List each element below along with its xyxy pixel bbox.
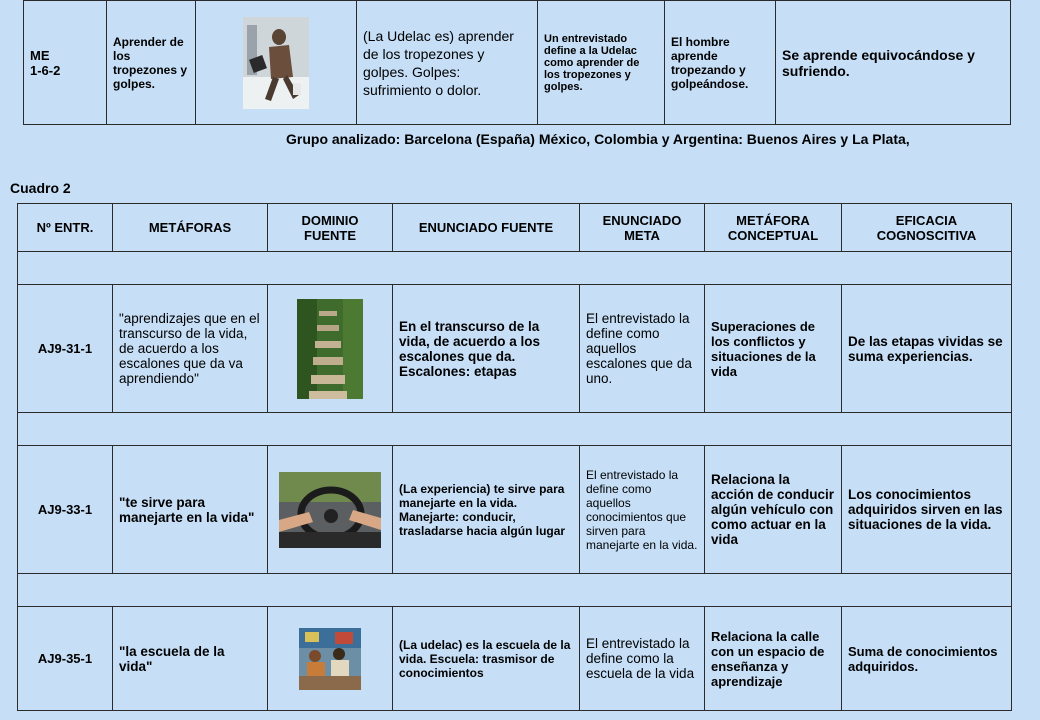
table-row (18, 285, 1012, 413)
header-eficacia: EFICACIA COGNOSCITIVA (842, 204, 1012, 252)
row-target: El entrevistado la define como aquellos escalones que da uno. (580, 285, 705, 413)
top-metaphor: Aprender de los tropezones y golpes. (107, 1, 196, 125)
row-source: (La experiencia) te sirve para manejarte en la vida. Manejarte: conducir, trasladarse hacia algún lugar (393, 446, 580, 574)
row-metaphor: "aprendizajes que en el transcurso de la vida, de acuerdo a los escalones que da va aprendiendo" (113, 285, 268, 413)
row-id: AJ9-35-1 (18, 607, 113, 711)
top-efficacy: Se aprende equivocándose y sufriendo. (776, 1, 1011, 125)
header-row (18, 204, 1012, 252)
spacer-row (18, 413, 1012, 446)
top-source: (La Udelac es) aprender de los tropezones y golpes. Golpes: sufrimiento o dolor. (357, 1, 538, 125)
cuadro-2-table (17, 203, 1012, 711)
spacer-row (18, 574, 1012, 607)
table-row (18, 446, 1012, 574)
row-target: El entrevistado la define como la escuela de la vida (580, 607, 705, 711)
row-metaphor: "te sirve para manejarte en la vida" (113, 446, 268, 574)
cuadro-label: Cuadro 2 (10, 180, 71, 196)
top-code (24, 1, 107, 125)
row-id: AJ9-33-1 (18, 446, 113, 574)
top-code-text: ME 1-6-2 (30, 47, 61, 78)
top-target: Un entrevistado define a la Udelac como aprender de los tropezones y golpes. (538, 1, 665, 125)
header-entr: Nº ENTR. (18, 204, 113, 252)
row-concept: Relaciona la calle con un espacio de enseñanza y aprendizaje (705, 607, 842, 711)
header-dominio-fuente: DOMINIO FUENTE (268, 204, 393, 252)
header-metafora-conceptual: METÁFORA CONCEPTUAL (705, 204, 842, 252)
row-efficacy: Suma de conocimientos adquiridos. (842, 607, 1012, 711)
row-source: (La udelac) es la escuela de la vida. Escuela: trasmisor de conocimientos (393, 607, 580, 711)
row-image-cell (268, 446, 393, 574)
top-image-cell (196, 1, 357, 125)
row-efficacy: De las etapas vividas se suma experiencias. (842, 285, 1012, 413)
stone-stairs-photo (297, 299, 363, 399)
slipping-person-photo (243, 17, 309, 109)
table-row (18, 607, 1012, 711)
steering-wheel-photo (279, 472, 381, 548)
row-image-cell (268, 285, 393, 413)
row-image-cell (268, 607, 393, 711)
classroom-photo (299, 628, 361, 690)
header-metaforas: METÁFORAS (113, 204, 268, 252)
header-enunciado-meta: ENUNCIADO META (580, 204, 705, 252)
spacer-row (18, 252, 1012, 285)
row-id: AJ9-31-1 (18, 285, 113, 413)
row-concept: Superaciones de los conflictos y situaciones de la vida (705, 285, 842, 413)
row-concept: Relaciona la acción de conducir algún vehículo con como actuar en la vida (705, 446, 842, 574)
row-target: El entrevistado la define como aquellos conocimientos que sirven para manejarte en la vida. (580, 446, 705, 574)
top-table (23, 0, 1011, 125)
row-efficacy: Los conocimientos adquiridos sirven en las situaciones de la vida. (842, 446, 1012, 574)
row-source: En el transcurso de la vida, de acuerdo a los escalones que da. Escalones: etapas (393, 285, 580, 413)
header-enunciado-fuente: ENUNCIADO FUENTE (393, 204, 580, 252)
top-concept: El hombre aprende tropezando y golpeándose. (665, 1, 776, 125)
group-analyzed-text: Grupo analizado: Barcelona (España) México, Colombia y Argentina: Buenos Aires y La Plata, (286, 131, 910, 147)
row-metaphor: "la escuela de la vida" (113, 607, 268, 711)
